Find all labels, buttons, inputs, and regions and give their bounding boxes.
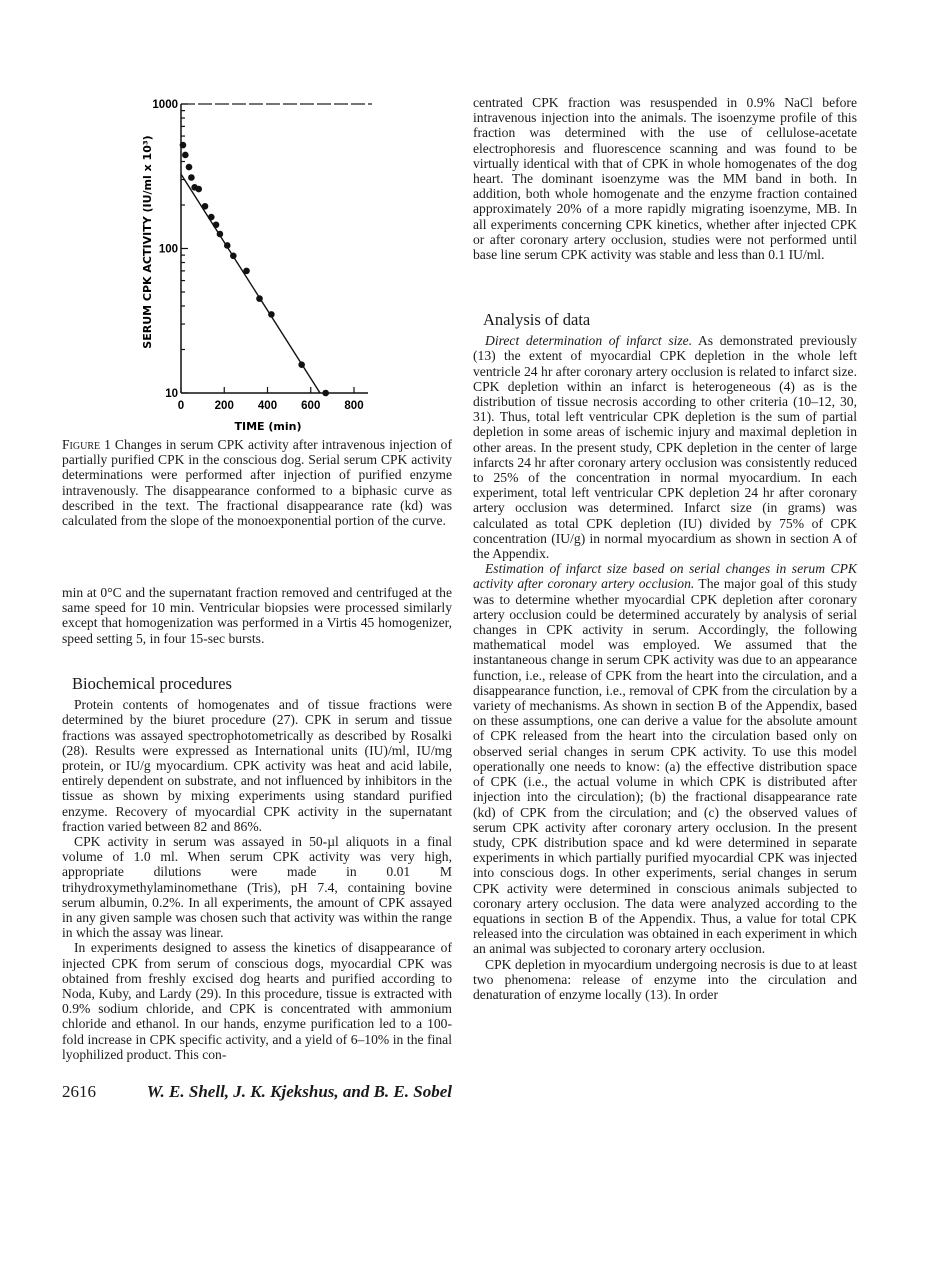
paragraph: In experiments designed to assess the kinetics of disappearance of injected CPK from serum of conscious dogs, myocardial CPK was obtained from freshly excised dog hearts and purified according to Noda, Kuby, and Lardy (29). In this procedure, tissue is extracted with 0.9% sodium chloride, and CPK is concentrated with ammonium chloride and ethanol. In our hands, enzyme purification led to a 100-fold increase in CPK specific activity, and a yield of 6–10% in the final lyophilized product. This con- — [62, 940, 452, 1062]
data-points — [180, 142, 329, 397]
left-column-top — [62, 585, 452, 646]
data-point — [182, 152, 189, 159]
section-heading-analysis-of-data: Analysis of data — [483, 310, 591, 329]
data-point — [213, 221, 220, 228]
right-column-section — [473, 312, 857, 1002]
x-tick-label: 0 — [177, 400, 185, 412]
paragraph: Protein contents of homogenates and of tissue fractions were determined by the biuret procedure (27). CPK in serum and tissue fractions was assayed spectrophotometrically as described by Rosalki (28). Results were expressed as International units (IU)/ml, IU/mg protein, or IU/g myocardium. CPK activity was heat and acid labile, entirely dependent on substrate, and not influenced by inhibitors in the tissue as shown by mixing experiments using standard purified enzyme. Recovery of myocardial CPK activity in the supernatant fraction varied between 82 and 86%. — [62, 697, 452, 834]
y-tick-label: 10 — [165, 388, 178, 400]
data-point — [298, 361, 305, 368]
data-point — [186, 164, 193, 171]
y-tick-label: 100 — [158, 243, 178, 256]
left-column-section — [62, 676, 452, 1062]
x-tick-label: 800 — [344, 400, 364, 412]
y-tick-label: 1000 — [152, 99, 178, 111]
paragraph — [473, 333, 857, 561]
x-tick-label: 400 — [257, 400, 278, 412]
page-number: 2616 — [62, 1082, 96, 1101]
paragraph: min at 0°C and the supernatant fraction removed and centrifuged at the same speed for 10 min. Ventricular biopsies were processed similarly except that homogenization was performed in a Virtis 45 homogenizer, speed setting 5, in four 15-sec bursts. — [62, 585, 452, 646]
paragraph — [473, 561, 857, 956]
figure-1-chart — [0, 0, 470, 440]
figure-caption — [62, 437, 452, 528]
section-heading-biochemical-procedures: Biochemical procedures — [72, 674, 232, 693]
data-point — [217, 231, 224, 238]
paragraph: CPK depletion in myocardium undergoing necrosis is due to at least two phenomena: release of enzyme into the circulation and denaturation of enzyme locally (13). In order — [473, 956, 857, 1002]
paragraph: centrated CPK fraction was resuspended in 0.9% NaCl before intravenous injection into the animals. The isoenzyme profile of this fraction was determined with the use of cellulose-acetate electrophoresis and fluorescence scanning and was found to be virtually identical with that of CPK in whole homogenates of the dog heart. The dominant isoenzyme was the MM band in both. In addition, both whole homogenate and the enzyme fraction contained approximately 20% of a more rapidly migrating isoenzyme, MB. In all experiments concerning CPK kinetics, whether after injected CPK or after coronary artery occlusion, studies were not performed until base line serum CPK activity was stable and less than 0.1 IU/ml. — [473, 95, 857, 263]
x-tick-label: 200 — [214, 400, 234, 412]
x-axis-label: TIME (min) — [234, 420, 302, 433]
paragraph: CPK activity in serum was assayed in 50-µl aliquots in a final volume of 1.0 ml. When serum CPK activity was very high, appropriate dilutions were made in 0.01 M trihydroxymethylaminomethane (Tris), pH 7.4, containing bovine serum albumin, 0.2%. In all experiments, the amount of CPK assayed in any given sample was chosen such that activity was within the range in which the assay was linear. — [62, 834, 452, 941]
data-point — [208, 214, 215, 221]
paragraph-text: The major goal of this study was to determine whether myocardial CPK depletion after coronary artery occlusion could be determined accurately by analysis of serial changes in CPK activity in serum. Accordingly, the following mathematical model was employed. We assumed that the instantaneous change in serum CPK activity was due to an appearance function, i.e., release of CPK from the heart into the circulation, and a disappearance function, i.e., removal of CPK from the circulation by a variety of mechanisms. As shown in section B of the Appendix, based on these assumptions, one can derive a value for the absolute amount of CPK released from the heart into the circulation based only on observed serial changes in serum CPK activity. To use this model operationally one needs to know: (a) the effective distribution space of CPK (i.e., the actual volume in which CPK is distributed after injection into the circulation); (b) the fractional disappearance rate (kd) of CPK from the circulation; and (c) the observed values of serum CPK activity after coronary artery occlusion. In the present study, CPK distribution space and kd were determined in separate experiments in which partially purified myocardial CPK was injected into conscious dogs. In other experiments, serial changes in serum CPK activity were determined in conscious animals subjected to coronary artery occlusion. The data were analyzed according to the equations in section B of the Appendix. Thus, a value for total CPK released into the circulation was obtained in each experiment in which an animal was subjected to coronary artery occlusion. — [473, 576, 857, 957]
data-point — [188, 174, 195, 181]
data-point — [268, 311, 275, 318]
paragraph-text: As demonstrated previously (13) the extent of myocardial CPK depletion in the whole left ventricle 24 hr after coronary artery occlusion is related to infarct size. CPK depletion within an infarct is heterogeneous (4) as is the distribution of tissue necrosis according to other criteria (10–12, 30, 31). Thus, total left ventricular CPK depletion is the sum of partial depletion in some areas of ischemic injury and maximal depletion in other areas. In the present study, CPK depletion in the center of large infarcts 24 hr after coronary artery occlusion was consistently reduced to 25% of the concentration in normal myocardium. In each experiment, total left ventricular CPK depletion 24 hr after coronary artery occlusion was determined. Infarct size (in grams) was calculated as total CPK depletion (IU) divided by 75% of CPK concentration (IU/g) in normal myocardium as shown in section A of the Appendix. — [473, 333, 857, 562]
data-point — [230, 253, 237, 260]
figure-label: Figure 1 — [62, 437, 111, 452]
run-in-heading: Estimation of infarct size based on serial changes in serum CPK activity after coronary artery occlusion. — [473, 561, 857, 592]
data-point — [322, 390, 329, 397]
caption-text: Changes in serum CPK activity after intravenous injection of partially purified CPK in the conscious dog. Serial serum CPK activity determinations were performed after injection of purified enzyme intravenously. The disappearance conformed to a biphasic curve as described in the text. The fractional disappearance rate (kd) was calculated from the slope of the monoexponential portion of the curve. — [62, 437, 452, 529]
right-column-top — [473, 95, 857, 262]
y-axis-label: SERUM CPK ACTIVITY (IU/ml x 10³) — [141, 135, 154, 349]
data-point — [224, 242, 231, 249]
x-tick-label: 600 — [301, 400, 321, 412]
page-footer — [62, 1082, 452, 1102]
authors: W. E. Shell, J. K. Kjekshus, and B. E. Sobel — [146, 1082, 452, 1101]
data-point — [256, 295, 263, 302]
data-point — [202, 203, 209, 210]
data-point — [180, 142, 187, 149]
chart-axes — [181, 104, 372, 393]
run-in-heading: Direct determination of infarct size. — [485, 333, 693, 349]
data-point — [243, 268, 250, 275]
data-point — [195, 186, 202, 193]
